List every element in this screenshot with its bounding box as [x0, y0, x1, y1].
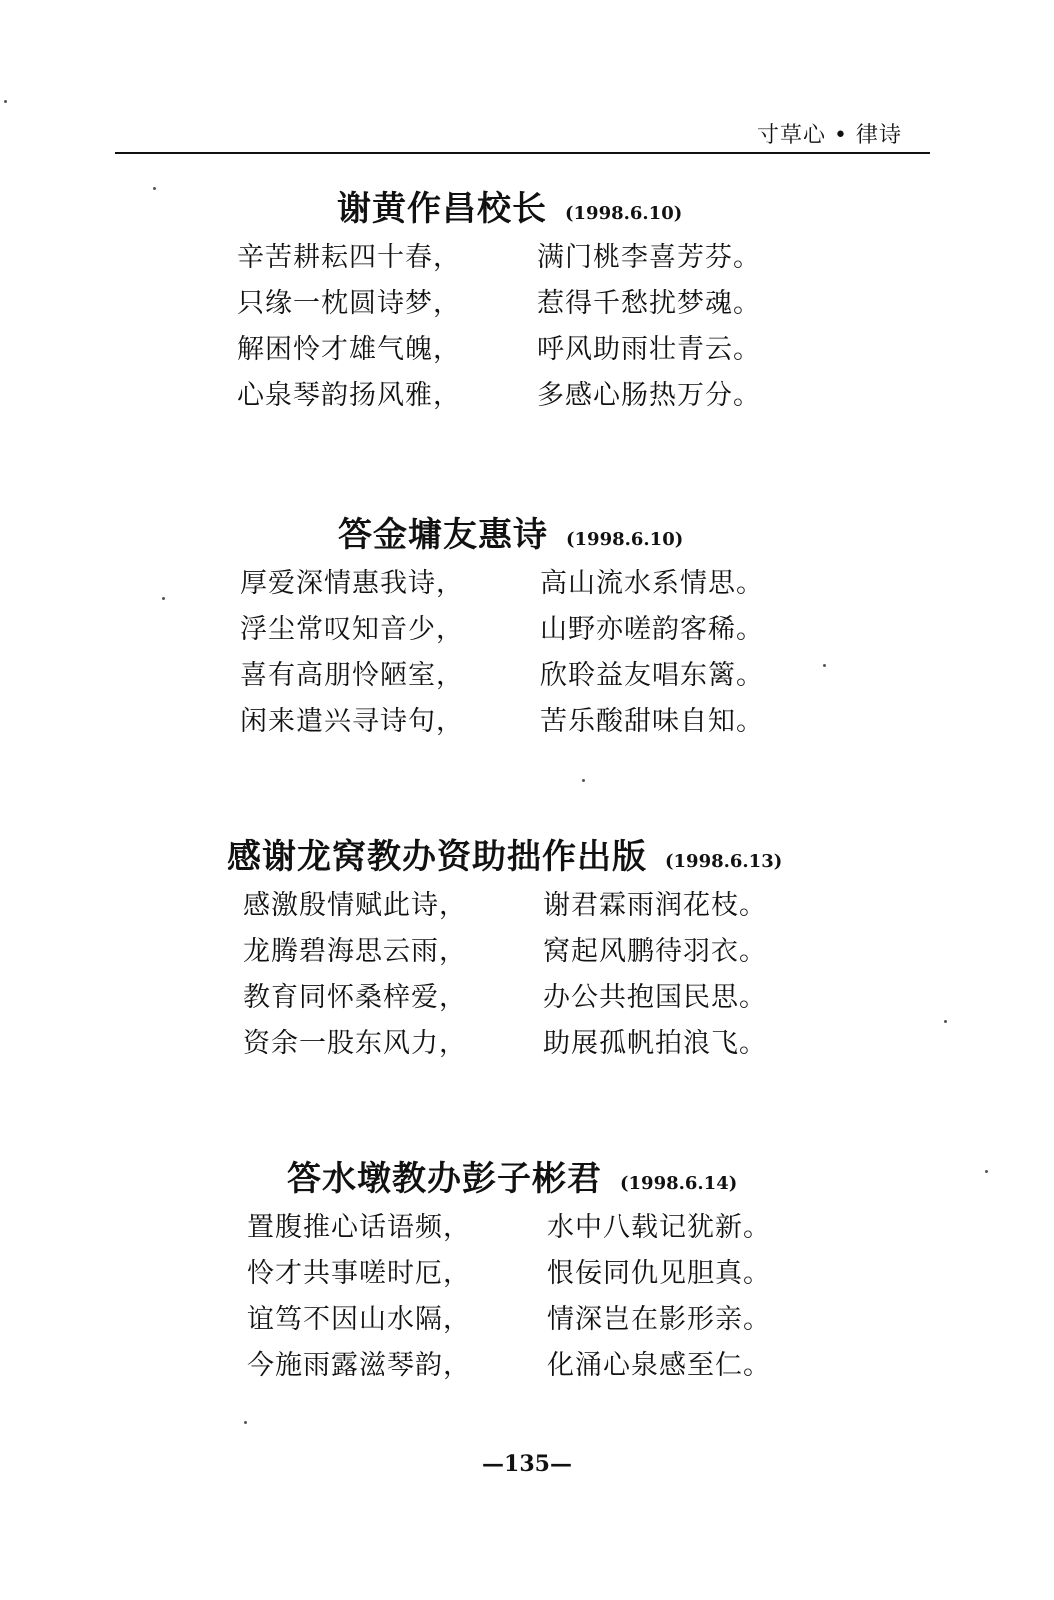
- verse-line: [237, 281, 761, 327]
- verse-line: [243, 975, 782, 1021]
- verse-second-half: 欣聆益友唱东篱。: [540, 660, 764, 692]
- poem-4: [247, 1160, 771, 1389]
- poem-title: 感谢龙窝教办资助拙作出版: [227, 837, 647, 877]
- poem-title: 谢黄作昌校长: [337, 189, 547, 229]
- scan-speck: [944, 1020, 947, 1023]
- verse-first-half: 厚爱深情惠我诗，: [240, 568, 464, 600]
- verse-line: [240, 653, 764, 699]
- poem-title: 答水墩教办彭子彬君: [287, 1159, 602, 1199]
- verse-first-half: 谊笃不因山水隔，: [247, 1304, 471, 1336]
- poem-title-row: [287, 1160, 771, 1199]
- verse-first-half: 资余一股东风力，: [243, 1028, 467, 1060]
- verse-first-half: 解困怜才雄气魄，: [237, 334, 461, 366]
- verse-line: [243, 883, 782, 929]
- verse-second-half: 窝起风鹏待羽衣。: [543, 936, 767, 968]
- poem-title: 答金墉友惠诗: [338, 515, 548, 555]
- running-title: 寸草心 • 律诗: [757, 123, 902, 148]
- verse-first-half: 辛苦耕耘四十春，: [237, 242, 461, 274]
- poem-title-row: [227, 838, 782, 877]
- verse-second-half: 多感心肠热万分。: [537, 380, 761, 412]
- verse-line: [243, 1021, 782, 1067]
- verse-second-half: 化涌心泉感至仁。: [547, 1350, 771, 1382]
- scan-speck: [582, 779, 585, 782]
- verse-second-half: 助展孤帆拍浪飞。: [543, 1028, 767, 1060]
- verse-first-half: 怜才共事嗟时厄，: [247, 1258, 471, 1290]
- verse-second-half: 苦乐酸甜味自知。: [540, 706, 764, 738]
- header-rule: [115, 152, 930, 154]
- verse-first-half: 闲来遣兴寻诗句，: [240, 706, 464, 738]
- verse-second-half: 水中八载记犹新。: [547, 1212, 771, 1244]
- poem-date: (1998.6.10): [566, 529, 684, 551]
- poem-date: (1998.6.13): [665, 851, 783, 873]
- verse-first-half: 置腹推心话语频，: [247, 1212, 471, 1244]
- poem-date: (1998.6.14): [620, 1173, 738, 1195]
- verse-first-half: 今施雨露滋琴韵，: [247, 1350, 471, 1382]
- poem-2: [240, 516, 764, 745]
- verse-line: [237, 373, 761, 419]
- verse-second-half: 惹得千愁扰梦魂。: [537, 288, 761, 320]
- verse-line: [247, 1343, 771, 1389]
- scan-speck: [162, 597, 165, 600]
- scan-speck: [985, 1170, 988, 1173]
- verse-second-half: 情深岂在影形亲。: [547, 1304, 771, 1336]
- verse-second-half: 满门桃李喜芳芬。: [537, 242, 761, 274]
- verse-second-half: 高山流水系情思。: [540, 568, 764, 600]
- verse-second-half: 山野亦嗟韵客稀。: [540, 614, 764, 646]
- verse-first-half: 只缘一枕圆诗梦，: [237, 288, 461, 320]
- verse-line: [240, 699, 764, 745]
- verse-second-half: 呼风助雨壮青云。: [537, 334, 761, 366]
- poem-date: (1998.6.10): [565, 203, 683, 225]
- verse-second-half: 恨佞同仇见胆真。: [547, 1258, 771, 1290]
- verse-line: [237, 235, 761, 281]
- verse-second-half: 谢君霖雨润花枝。: [543, 890, 767, 922]
- poem-1: [237, 190, 761, 419]
- verse-line: [247, 1297, 771, 1343]
- verse-line: [240, 607, 764, 653]
- verse-first-half: 教育同怀桑梓爱，: [243, 982, 467, 1014]
- verse-line: [243, 929, 782, 975]
- verse-line: [247, 1205, 771, 1251]
- running-header: [115, 112, 930, 154]
- poem-title-row: [337, 190, 761, 229]
- scan-speck: [153, 187, 156, 190]
- verse-second-half: 办公共抱国民思。: [543, 982, 767, 1014]
- poem-title-row: [338, 516, 764, 555]
- scan-speck: [4, 100, 7, 103]
- poem-3: [227, 837, 783, 1067]
- verse-first-half: 心泉琴韵扬风雅，: [237, 380, 461, 412]
- verse-first-half: 感激殷情赋此诗，: [243, 890, 467, 922]
- scan-speck: [823, 664, 826, 667]
- verse-first-half: 喜有高朋怜陋室，: [240, 660, 464, 692]
- verse-line: [247, 1251, 771, 1297]
- verse-line: [237, 327, 761, 373]
- verse-first-half: 龙腾碧海思云雨，: [243, 936, 467, 968]
- verse-line: [240, 561, 764, 607]
- verse-first-half: 浮尘常叹知音少，: [240, 614, 464, 646]
- page-number: —135—: [482, 1451, 572, 1477]
- scan-speck: [244, 1421, 247, 1424]
